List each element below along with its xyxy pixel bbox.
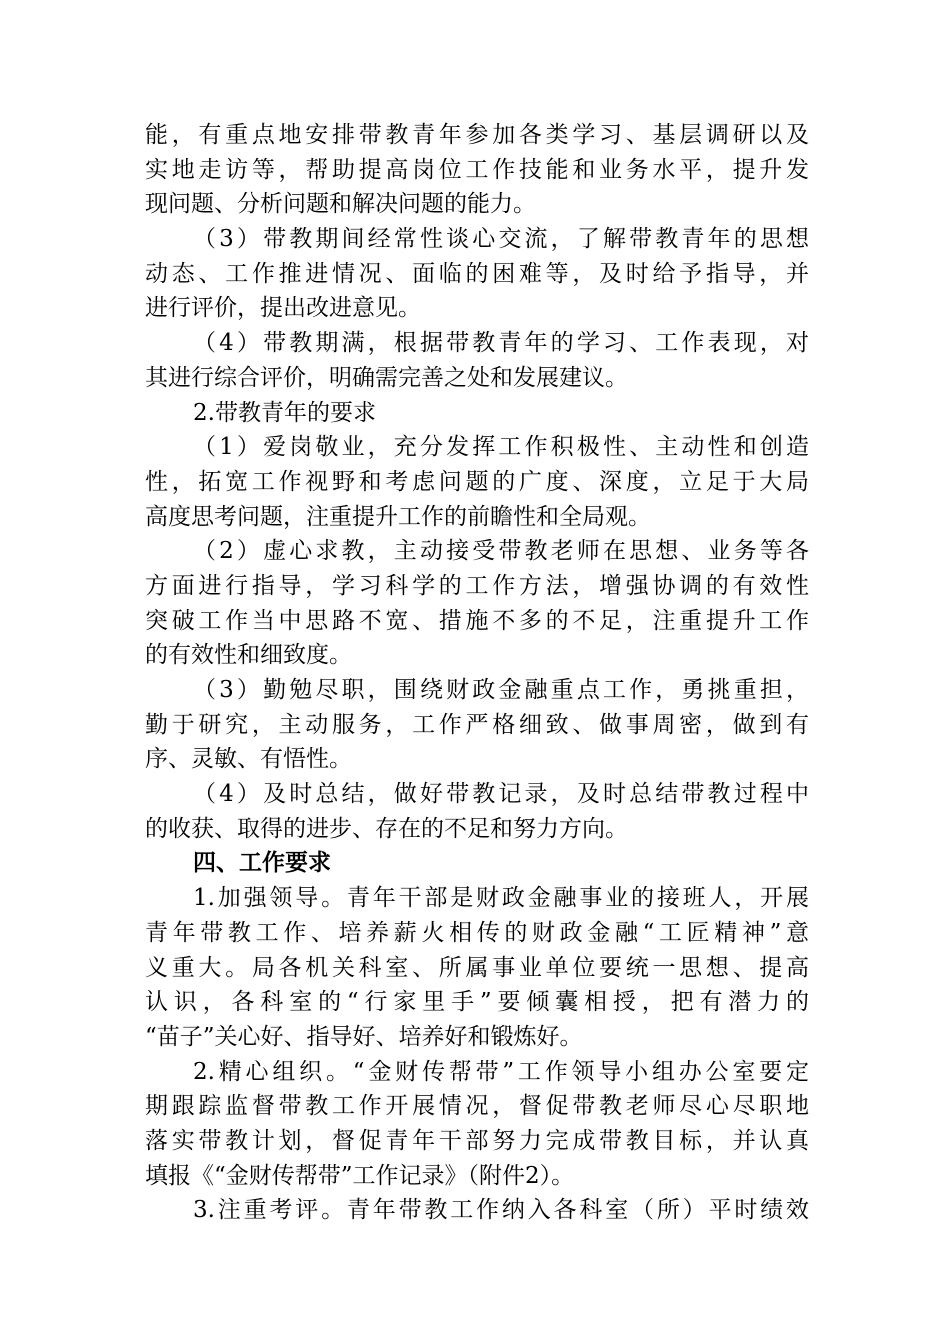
text-line: 勤于研究，主动服务，工作严格细致、做事周密，做到有 xyxy=(145,711,809,738)
text-line: （3）带教期间经常性谈心交流，了解带教青年的思想 xyxy=(193,226,809,253)
text-line: 动态、工作推进情况、面临的困难等，及时给予指导，并 xyxy=(145,260,809,287)
text-line: 进行评价，提出改进意见。 xyxy=(145,295,421,322)
text-line: 突破工作当中思路不宽、措施不多的不足，注重提升工作 xyxy=(145,607,809,634)
text-line: 3.注重考评。青年带教工作纳入各科室（所）平时绩效 xyxy=(193,1197,809,1224)
text-line: 性，拓宽工作视野和考虑问题的广度、深度，立足于大局 xyxy=(145,468,809,495)
text-line: （4）及时总结，做好带教记录，及时总结带教过程中 xyxy=(193,781,809,808)
text-line: 的有效性和细致度。 xyxy=(145,642,352,669)
text-line: 能，有重点地安排带教青年参加各类学习、基层调研以及 xyxy=(145,122,809,148)
text-line: 期跟踪监督带教工作开展情况，督促带教老师尽心尽职地 xyxy=(145,1093,809,1120)
text-line: 实地走访等，帮助提高岗位工作技能和业务水平，提升发 xyxy=(145,156,809,183)
text-line: （3）勤勉尽职，围绕财政金融重点工作，勇挑重担， xyxy=(193,677,809,703)
text-line: （4）带教期满，根据带教青年的学习、工作表现，对 xyxy=(193,330,809,357)
text-line: 的收获、取得的进步、存在的不足和努力方向。 xyxy=(145,815,628,842)
text-line: 认识，各科室的“行家里手”要倾囊相授，把有潜力的 xyxy=(145,989,809,1016)
text-line: 落实带教计划，督促青年干部努力完成带教目标，并认真 xyxy=(145,1127,809,1154)
text-line: 青年带教工作、培养薪火相传的财政金融“工匠精神”意 xyxy=(145,919,809,946)
text-line: 义重大。局各机关科室、所属事业单位要统一思想、提高 xyxy=(145,954,809,981)
text-line: 其进行综合评价，明确需完善之处和发展建议。 xyxy=(145,364,628,391)
text-line: 方面进行指导，学习科学的工作方法，增强协调的有效性 xyxy=(145,572,809,599)
text-line: 填报《“金财传帮带”工作记录》（附件2）。 xyxy=(145,1162,575,1189)
text-line: 序、灵敏、有悟性。 xyxy=(145,746,352,773)
text-line: 高度思考问题，注重提升工作的前瞻性和全局观。 xyxy=(145,503,651,530)
document-body xyxy=(145,118,809,1228)
text-line: （1）爱岗敬业，充分发挥工作积极性、主动性和创造 xyxy=(193,434,809,461)
section-heading: 四、工作要求 xyxy=(193,850,331,877)
text-line: 2.精心组织。“金财传帮带”工作领导小组办公室要定 xyxy=(193,1058,809,1085)
section-subheading: 2.带教青年的要求 xyxy=(193,399,376,426)
text-line: “苗子”关心好、指导好、培养好和锻炼好。 xyxy=(145,1023,583,1050)
text-line: 1.加强领导。青年干部是财政金融事业的接班人，开展 xyxy=(193,885,809,912)
text-line: 现问题、分析问题和解决问题的能力。 xyxy=(145,191,536,218)
text-line: （2）虚心求教，主动接受带教老师在思想、业务等各 xyxy=(193,538,809,565)
